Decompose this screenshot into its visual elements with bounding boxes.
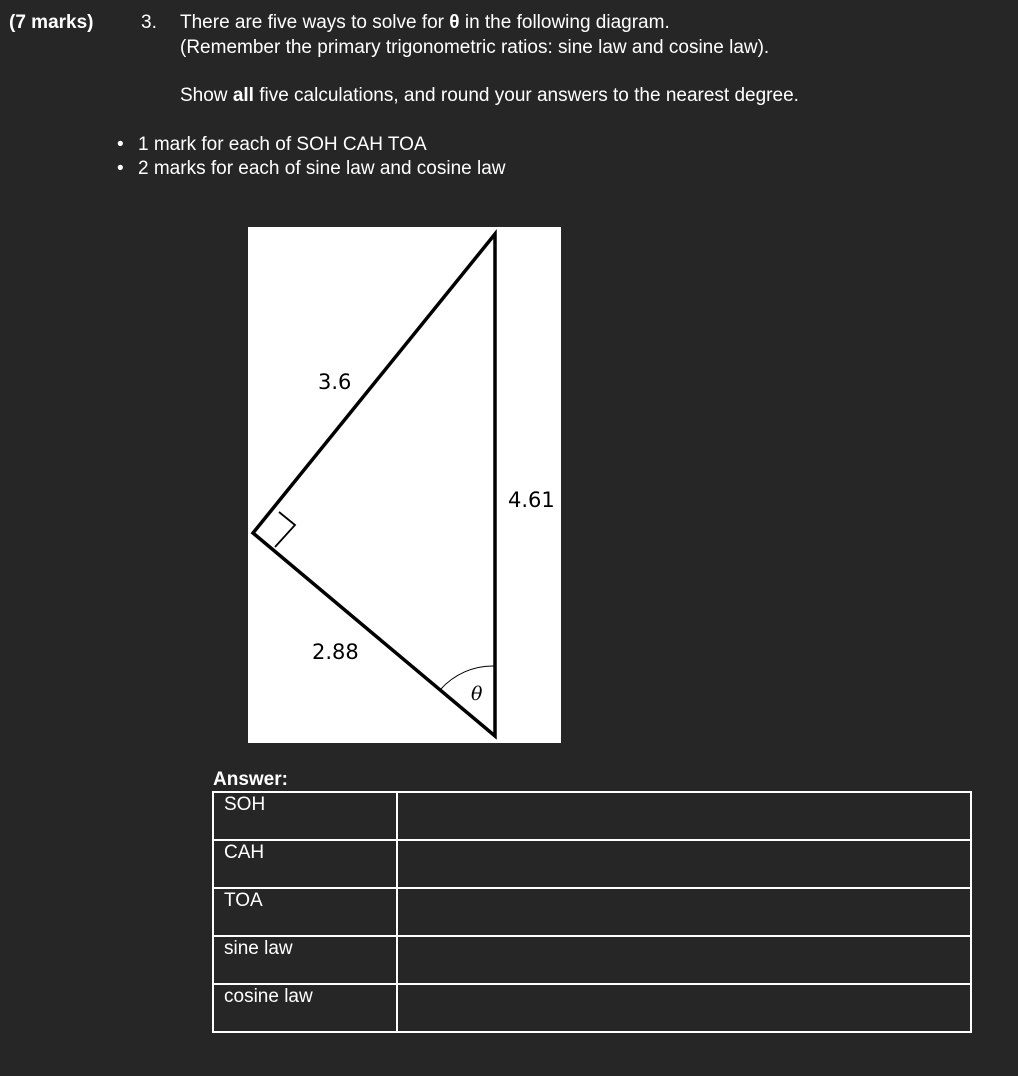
table-row [213, 888, 971, 936]
right-angle-marker [275, 512, 295, 547]
question-text-end: in the following diagram. [459, 12, 670, 33]
table-row [213, 792, 971, 840]
row-label-soh: SOH [213, 792, 397, 840]
bottom-side-label: 2.88 [312, 640, 359, 664]
list-item [117, 159, 506, 183]
row-label-cah: CAH [213, 840, 397, 888]
table-row [213, 936, 971, 984]
instruction-end: five calculations, and round your answers to the nearest degree. [253, 85, 799, 106]
theta-symbol: θ [449, 12, 460, 33]
hypotenuse-label: 3.6 [318, 370, 352, 394]
row-label-cosine-law: cosine law [213, 984, 397, 1032]
answer-cell-cosine-law[interactable] [397, 984, 971, 1032]
answer-cell-soh[interactable] [397, 792, 971, 840]
marking-scheme-list [117, 135, 506, 183]
bullet-icon: • [117, 134, 124, 155]
row-label-sine-law: sine law [213, 936, 397, 984]
question-text-start: There are five ways to solve for [180, 12, 450, 33]
list-item [117, 135, 506, 159]
question-number: 3. [141, 12, 157, 33]
right-side-label: 4.61 [508, 488, 555, 512]
question-line-2: (Remember the primary trigonometric ratios: sine law and cosine law). [180, 37, 770, 58]
question-line-1 [180, 13, 670, 32]
theta-angle-label: θ [471, 683, 483, 705]
table-row [213, 984, 971, 1032]
marks-label: (7 marks) [9, 12, 94, 33]
answer-cell-toa[interactable] [397, 888, 971, 936]
answer-heading: Answer: [213, 769, 288, 790]
answer-cell-sine-law[interactable] [397, 936, 971, 984]
answer-table [212, 791, 972, 1033]
instruction-line [180, 86, 799, 105]
triangle-svg [248, 227, 561, 743]
instruction-start: Show [180, 85, 233, 106]
table-row [213, 840, 971, 888]
answer-cell-cah[interactable] [397, 840, 971, 888]
angle-arc [440, 666, 495, 690]
triangle-diagram [248, 227, 561, 743]
bullet-icon: • [117, 158, 124, 179]
instruction-emphasis: all [232, 85, 254, 106]
list-item-text: 1 mark for each of SOH CAH TOA [138, 134, 427, 155]
row-label-toa: TOA [213, 888, 397, 936]
triangle-shape [253, 234, 495, 736]
list-item-text: 2 marks for each of sine law and cosine law [138, 158, 506, 179]
